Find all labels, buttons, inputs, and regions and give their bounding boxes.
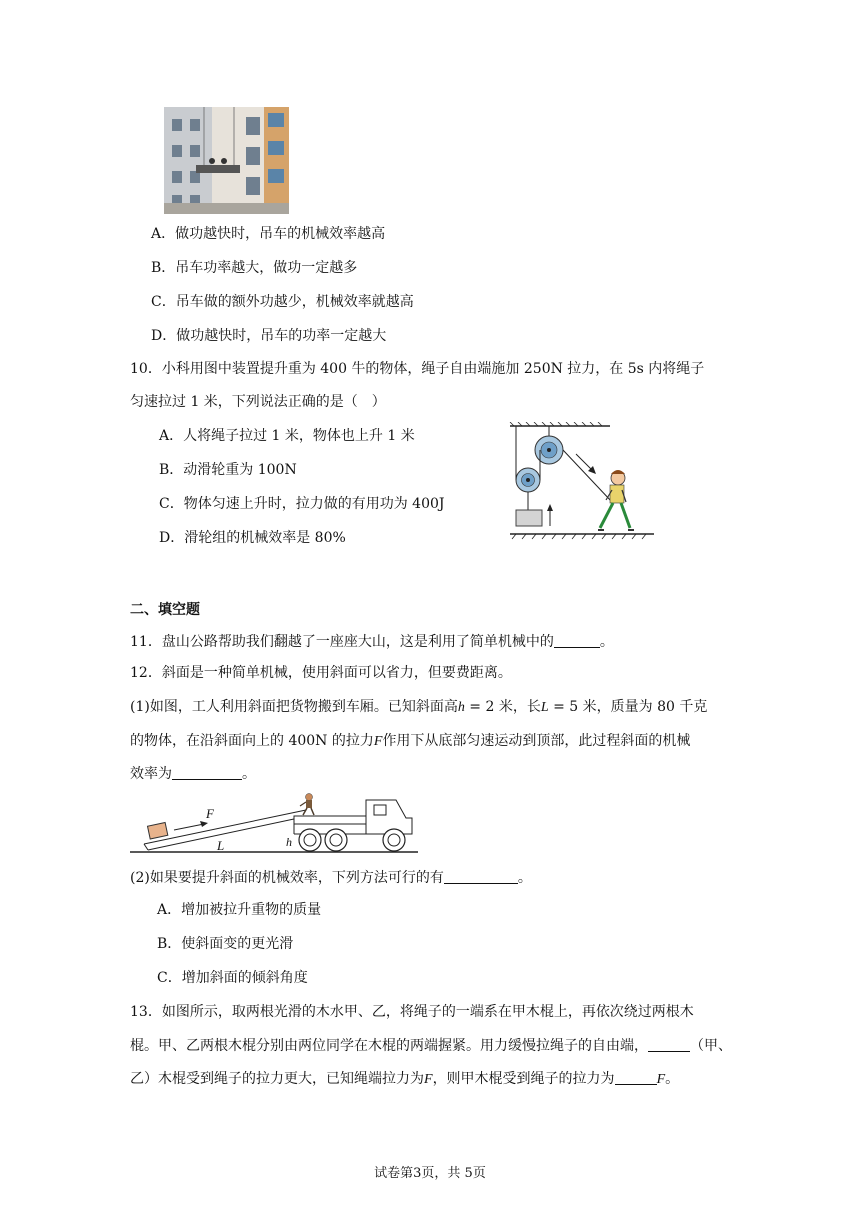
q12-part1-eq2: = 5 米，质量为 80 千克 (548, 699, 708, 715)
q10-option-a: A．人将绳子拉过 1 米，物体也上升 1 米 (159, 428, 415, 444)
figure-label-L: L (217, 838, 225, 853)
building-gondola-photo (164, 107, 289, 214)
q13-line1: 13．如图所示，取两根光滑的木水甲、乙，将绳子的一端系在甲木棍上，再依次绕过两根木 (130, 1004, 694, 1020)
q12-part1-eq1: = 2 米，长 (464, 699, 541, 715)
q13-answer-blank-2[interactable] (615, 1070, 657, 1085)
q11-answer-blank[interactable] (554, 633, 600, 648)
q11-text-b: 。 (599, 634, 614, 650)
var-h: h (457, 700, 465, 715)
q10-option-d: D．滑轮组的机械效率是 80% (159, 530, 346, 546)
q13-answer-blank-1[interactable] (648, 1037, 690, 1052)
q12-part1-line2 (130, 731, 690, 752)
q10-option-b: B．动滑轮重为 100N (159, 462, 297, 478)
q13-line2-a: 棍。甲、乙两根木棍分别由两位同学在木棍的两端握紧。用力缓慢拉绳子的自由端， (130, 1038, 648, 1054)
q12-stem: 12．斜面是一种简单机械，使用斜面可以省力，但要费距离。 (130, 665, 512, 681)
q13-line2 (130, 1036, 732, 1056)
q13-line3-b: ，则甲木棍受到绳子的拉力为 (432, 1071, 615, 1087)
q12-option-c: C．增加斜面的倾斜角度 (157, 970, 308, 986)
var-F: F (373, 734, 383, 749)
q12-part1-line3-a: 效率为 (130, 766, 172, 782)
figure-label-h: h (286, 835, 292, 849)
q9-option-a: A．做功越快时，吊车的机械效率越高 (151, 226, 386, 242)
q12-part2-answer-blank[interactable] (444, 869, 518, 884)
q13-line3-c: 。 (665, 1071, 680, 1087)
figure-label-F: F (206, 806, 214, 821)
q10-stem-line1: 10．小科用图中装置提升重为 400 牛的物体，绳子自由端施加 250N 拉力，在 5s 内将绳子 (130, 361, 705, 377)
q12-part1-line2-a: 的物体，在沿斜面向上的 400N 的拉力 (130, 733, 374, 749)
q11-text (130, 632, 614, 652)
q12-option-a: A．增加被拉升重物的质量 (157, 902, 322, 918)
q12-part1-line1 (130, 697, 707, 718)
var-F-q13-b: F (656, 1072, 666, 1087)
q12-part1-line3 (130, 764, 256, 784)
ramp-truck-figure (130, 788, 420, 858)
var-F-q13: F (424, 1072, 433, 1087)
q9-option-b: B．吊车功率越大，做功一定越多 (151, 260, 358, 276)
section-title-fill-in: 二、填空题 (130, 602, 200, 618)
q13-line2-b: （甲、 (690, 1038, 732, 1054)
q12-part2-text-b: 。 (517, 870, 532, 886)
q12-part1-answer-blank[interactable] (172, 765, 242, 780)
q12-option-b: B．使斜面变的更光滑 (157, 936, 294, 952)
page-footer: 试卷第3页，共 5页 (374, 1166, 486, 1181)
q10-option-c: C．物体匀速上升时，拉力做的有用功为 400J (159, 496, 445, 512)
q13-line3-a: 乙）木棍受到绳子的拉力更大，已知绳端拉力为 (130, 1071, 424, 1087)
q13-line3 (130, 1069, 679, 1090)
q11-text-a: 11．盘山公路帮助我们翻越了一座座大山，这是利用了简单机械中的 (130, 634, 554, 650)
q9-option-d: D．做功越快时，吊车的功率一定越大 (151, 328, 387, 344)
q12-part1-text-a: (1)如图，工人利用斜面把货物搬到车厢。已知斜面高 (130, 699, 458, 715)
var-L: L (540, 700, 549, 715)
q10-stem-line2: 匀速拉过 1 米，下列说法正确的是（ ） (130, 394, 386, 410)
q9-option-c: C．吊车做的额外功越少，机械效率就越高 (151, 294, 414, 310)
q12-part2-text-a: (2)如果要提升斜面的机械效率，下列方法可行的有 (130, 870, 444, 886)
q12-part1-line2-b: 作用下从底部匀速运动到顶部，此过程斜面的机械 (382, 733, 691, 749)
q12-part1-line3-b: 。 (242, 766, 256, 782)
pulley-system-figure (508, 422, 656, 540)
q12-part2-line (130, 868, 532, 888)
